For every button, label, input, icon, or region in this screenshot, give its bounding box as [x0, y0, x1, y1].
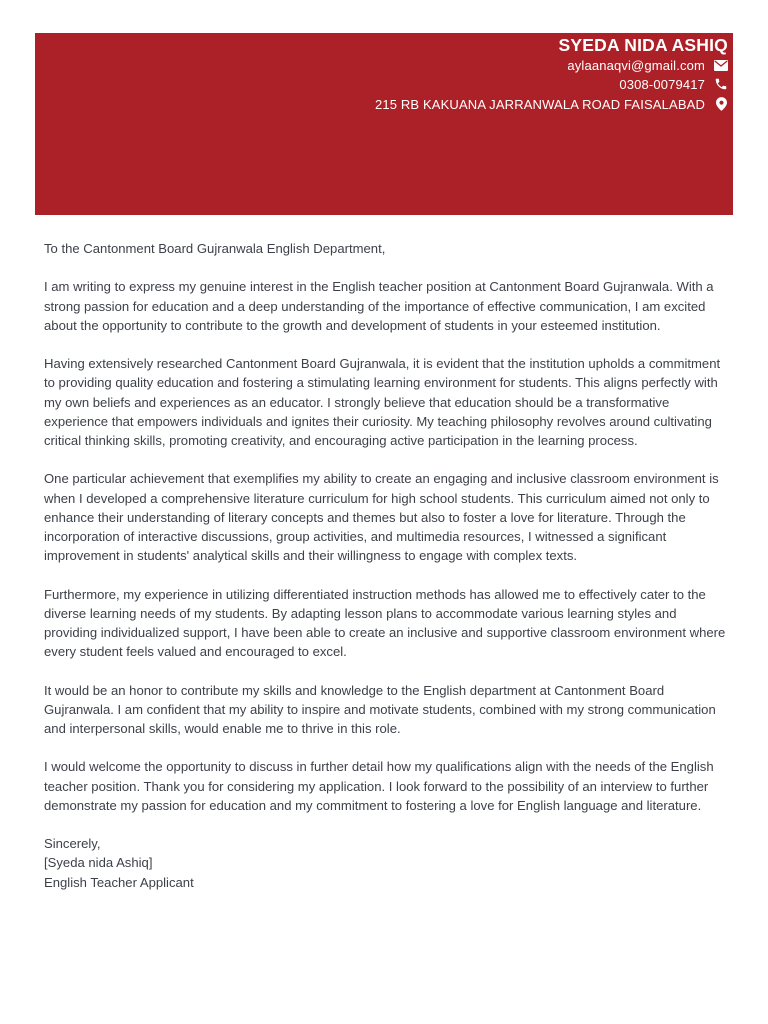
envelope-icon	[714, 58, 728, 72]
signature-name: [Syeda nida Ashiq]	[44, 855, 153, 871]
salutation: To the Cantonment Board Gujranwala English Department,	[44, 241, 386, 256]
header-banner	[35, 33, 733, 215]
paragraph-research: Having extensively researched Cantonment Board Gujranwala, it is evident that the institution upholds a commitment to providing quality education and fostering a stimulating learning environment for students. This aligns perfectly with my own beliefs and experiences as an educator. I strongly believe that education should be a transformative experience that empowers individuals and ignites their curiosity. My teaching philosophy revolves around cultivating critical thinking skills, promoting creativity, and encouraging active participation in the learning process.	[44, 356, 721, 448]
location-pin-icon	[714, 97, 728, 111]
address-text: 215 RB KAKUANA JARRANWALA ROAD FAISALABAD	[374, 96, 705, 112]
email-line	[567, 57, 728, 73]
paragraph-intro: I am writing to express my genuine interest in the English teacher position at Cantonment Board Gujranwala. With a strong passion for education and a deep understanding of the importance of effective communication, I am excited about the opportunity to contribute to the growth and development of students in your esteemed institution.	[44, 279, 714, 333]
signature-block	[44, 834, 728, 892]
phone-line	[619, 76, 728, 92]
closing-phrase: Sincerely,	[44, 836, 101, 852]
applicant-name: SYEDA NIDA ASHIQ	[558, 35, 728, 55]
paragraph-differentiated-instruction: Furthermore, my experience in utilizing differentiated instruction methods has allowed me to effectively cater to the diverse learning needs of my students. By adapting lesson plans to accommodate various learning styles and providing individualized support, I have been able to create an inclusive and supportive classroom environment where every student feels valued and encouraged to excel.	[44, 586, 726, 660]
phone-icon	[714, 77, 728, 91]
address-line	[375, 96, 728, 112]
paragraph-contribution: It would be an honor to contribute my skills and knowledge to the English department at Cantonment Board Gujranwala. I am confident that my ability to inspire and motivate students, combined with my strong communication and interpersonal skills, would enable me to thrive in this role.	[44, 682, 716, 736]
paragraph-closing: I would welcome the opportunity to discuss in further detail how my qualifications align with the needs of the English teacher position. Thank you for considering my application. I look forward to the possibility of an interview to further demonstrate my passion for education and my commitment to fostering a love for English language and literature.	[44, 759, 714, 813]
phone-text[interactable]: 0308-0079417	[619, 76, 705, 92]
cover-letter-body	[44, 239, 728, 892]
paragraph-achievement: One particular achievement that exemplifies my ability to create an engaging and inclusive classroom environment is when I developed a comprehensive literature curriculum for high school students. This curriculum aimed not only to enhance their understanding of literary concepts and themes but also to foster a love for literature. Through the incorporation of interactive discussions, group activities, and multimedia resources, I witnessed a significant improvement in students' analytical skills and their willingness to engage with complex texts.	[44, 471, 719, 564]
email-text[interactable]: aylaanaqvi@gmail.com	[567, 57, 705, 73]
applicant-title: English Teacher Applicant	[44, 874, 194, 890]
